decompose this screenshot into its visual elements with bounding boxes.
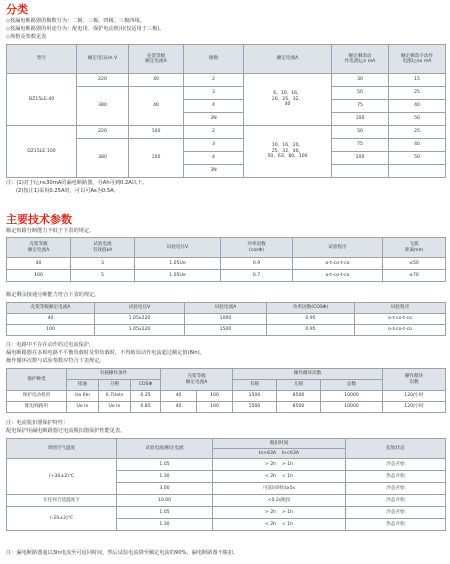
col-header-no-load: 无载 [277,380,321,391]
residual-cell: 100 [332,113,389,126]
col-header-power-factor: 功率因数 (cosΦ) [221,238,293,258]
cell: 1.05x220 [95,325,185,336]
temperature-cell: (-20±2)℃ [7,507,117,531]
poles-cell: 3 [184,139,244,152]
col-header-load-conditions: 有载操作条件 [67,369,161,380]
cell: 40 [161,402,197,413]
note-line: 操作循环次数与试验参数应符合下表规定。 [6,357,105,364]
cell: 100 [7,270,71,282]
table-row [7,495,446,507]
cell: ≤50 [383,258,446,270]
nonop-cell: 15 [389,74,446,87]
trip-characteristic-table [6,438,446,531]
cell: 1.05Ue [135,258,221,270]
col-header-frequency: 操作循环 次数 [383,369,446,391]
note-line: (2)按注1)采用0.25A时，可以可As为0.5A。 [16,187,119,194]
table5-footnote: 注：漏电断路器通以3In电流至可返回时间，然后试验电流降至额定电流的90%，漏电断路器不脱扣。 [6,550,239,556]
cell: 120/小时 [383,391,446,402]
section-title-classification: 分类 [6,3,28,16]
cell: 冷态开始 [346,495,446,507]
note-line: 配电保护用漏电断路器过电流脱扣器保护性能见表。 [6,427,126,434]
table-row [7,126,446,139]
col-header-test-voltage: 试验电压V [95,303,185,314]
model-cell: DZ15LE-40 [7,74,77,126]
frame-cell: 100 [129,126,184,139]
nonop-cell: 40 [389,100,446,113]
col-header-poles: 极数 [184,45,244,74]
cell: 100 [197,402,233,413]
cell: 10000 [321,391,383,402]
short-circuit-table [6,237,446,282]
cell: 0.85 [131,402,161,413]
cell: 8500 [277,391,321,402]
cell: 1.30 [117,519,213,531]
table-row [7,402,446,413]
poles-cell: 3 [184,87,244,100]
cell: 1.30 [117,471,213,483]
table-header-row [7,369,446,380]
poles-cell: 2 [184,74,244,87]
residual-cell: 50 [332,87,389,100]
operating-cycle-table [6,368,446,413]
cell: 8500 [277,402,321,413]
note-line: 注：电路中不存在动作的过电流保护， [6,342,95,348]
cell: 配电线路用 [7,402,67,413]
cell: > 2h > 1h [213,507,346,519]
cell: 0.95 [267,314,355,325]
nonop-cell: 25 [389,87,446,100]
cell: ≤70 [383,270,446,282]
cell: 40 [7,314,95,325]
note-line: 注：电流脱扣器保护特性： [6,420,69,426]
col-header-test-current: 试验电流A [185,303,267,314]
col-header-model: 型号 [7,45,77,74]
current-cell: 6、10、16、 20、25、32、 40 [244,74,332,126]
col-header-frame: 壳架等级 额定电流A [161,369,233,391]
cell: Ue In [99,402,131,413]
note-line: ◇按漏电断路器的用途分为：配电用、保护电动机用(仅适用于三极)。 [6,25,165,32]
voltage-cell: 380 [77,87,129,126]
col-header-procedure: 试验程序 [293,238,383,258]
col-header-cycle-count: 操作循环次数 [233,369,383,380]
table-row [7,270,446,282]
cell: 热态开始 [346,519,446,531]
poles-cell: 4 [184,100,244,113]
table-row [7,314,446,325]
cell: 1000 [185,314,267,325]
nonop-cell: 25 [389,126,446,139]
col-header-type: 保护种类 [7,369,67,391]
cell: 1.05 [117,459,213,471]
cell: < 2h < 1h [213,471,346,483]
cell: 100 [197,391,233,402]
col-header-procedure: 试验程序 [355,303,446,314]
table-header-row [7,238,446,258]
cell: 10000 [321,402,383,413]
cell: 1500 [185,325,267,336]
cell: 可返回时间≥5s [213,483,346,495]
table-row [7,74,446,87]
spec-table [6,44,446,178]
frame-cell: 40 [129,74,184,87]
cell: 40 [161,391,197,402]
col-header-start-state: 起始状态 [346,439,446,459]
table-header-row [7,439,446,449]
poles-cell: 3N [184,165,244,178]
cell: 1500 [233,391,277,402]
section-title-tech-params: 主要技术参数 [6,213,72,226]
col-header-temperature: 周围空气温度 [7,439,117,459]
cell: 100 [7,325,95,336]
col-header-frame: 壳架等级 额定电流A [7,238,71,258]
col-header-with-load: 有载 [233,380,277,391]
col-header-power-factor: 功率因数(COSΦ) [267,303,355,314]
cell: 5 [71,270,135,282]
note-line: 注：(1)对于I△r≤30mA的漏电断路器，分Ah可到0.2A以下。 [6,180,148,186]
cell: 0.35 [131,391,161,402]
cell: 1.05Ue [135,270,221,282]
voltage-cell: 380 [77,139,129,178]
residual-capacity-table [6,302,446,336]
cell: 冷态开始 [346,507,446,519]
cell: 1.05x220 [95,314,185,325]
cell: 0.7UeIn [99,391,131,402]
col-header-trip-subheader: In>63A In<63A [213,449,346,459]
residual-cell: 100 [332,152,389,165]
table-row [7,258,446,270]
cell: 保护电动机用 [7,391,67,402]
col-header-make: 接通 [67,380,99,391]
residual-cell: 50 [332,126,389,139]
table2-intro: 额定短路分断能力不低于下表的规定。 [6,228,95,234]
table5-intro [6,420,442,436]
cell: 冷态开始 [346,483,446,495]
col-header-residual: 额定剩余动 作电流I△n mA [332,45,389,74]
col-header-nonop: 额定剩余不动作 电流I△no mA [389,45,446,74]
col-header-frame: 壳架等级额定电流A [7,303,95,314]
frame-cell: 100 [129,139,184,178]
col-header-frame: 壳架等级 额定电流A [129,45,184,74]
temperature-cell: (+30±2)℃ [7,459,117,495]
cell: o-t-co-t-co [293,258,383,270]
note-line: ◇规格及参数见表 [6,33,47,40]
classification-notes [6,18,442,41]
cell: 0.95 [267,325,355,336]
voltage-cell: 220 [77,74,129,87]
nonop-cell: 50 [389,113,446,126]
cell: 40 [7,258,71,270]
voltage-cell: 220 [77,126,129,139]
cell: 0.7 [221,270,293,282]
cell: o-t-co-t-co [355,314,446,325]
table4-intro [6,342,442,365]
col-header-current: 额定电流A [244,45,332,74]
cell: 热态开始 [346,471,446,483]
col-header-arc-distance: 飞弧 距离mm [383,238,446,258]
nonop-cell: 40 [389,139,446,152]
poles-cell: 2 [184,126,244,139]
cell: Ue 6In [67,391,99,402]
table-row [7,507,446,519]
cell: 1500 [233,402,277,413]
cell: 1.05 [117,507,213,519]
note-line: ◇按漏电断路器的极数分为：二极、三极、四极、三极四线。 [6,18,145,24]
cell: 0.9 [221,258,293,270]
residual-cell: 30 [332,74,389,87]
nonop-cell: 50 [389,152,446,165]
cell: > 2h > 1h [213,459,346,471]
col-header-test-voltage: 试验电压V [135,238,221,258]
table-row [7,459,446,471]
residual-cell: 75 [332,100,389,113]
cell: 3.00 [117,483,213,495]
frame-cell: 40 [129,87,184,126]
table-header-row [7,45,446,74]
col-header-total: 总数 [321,380,383,391]
col-header-voltage: 额定电压Un V [77,45,129,74]
nonop-cell [389,165,446,178]
col-header-cos: COSΦ [131,380,161,391]
temperature-cell: 在任何合适温度下 [7,495,117,507]
cell: 3 [71,258,135,270]
poles-cell: 4 [184,152,244,165]
poles-cell: 3N [184,113,244,126]
cell: 10.00 [117,495,213,507]
cell: 冷态开始 [346,459,446,471]
table1-notes [6,180,442,196]
model-cell: DZ15LE-100 [7,126,77,178]
table3-intro: 额定剩余接通分断能力符合下表的规定。 [6,292,100,298]
cell: o-t-co-t-co [293,270,383,282]
cell: < 2h < 1h [213,519,346,531]
col-header-test-current: 试验电流 有效值kA [71,238,135,258]
table-header-row [7,303,446,314]
cell: Ue In [67,402,99,413]
current-cell: 10、16、20、 25、32、40、 50、63、80、100 [244,126,332,178]
note-line: 漏电断路器在多相电路不平衡负载时及带负载时，不得致误动作电流超过额定值(6In)。 [6,349,205,356]
residual-cell [332,165,389,178]
residual-cell: 75 [332,139,389,152]
cell: 120/小时 [383,402,446,413]
col-header-current-ratio: 试验电流/额定电流 [117,439,213,459]
table-row [7,391,446,402]
col-header-break: 分断 [99,380,131,391]
table-row [7,325,446,336]
cell: o-t-co-t-co [355,325,446,336]
col-header-trip-time: 脱扣时间 [213,439,346,449]
cell: <0.2s脱扣 [213,495,346,507]
